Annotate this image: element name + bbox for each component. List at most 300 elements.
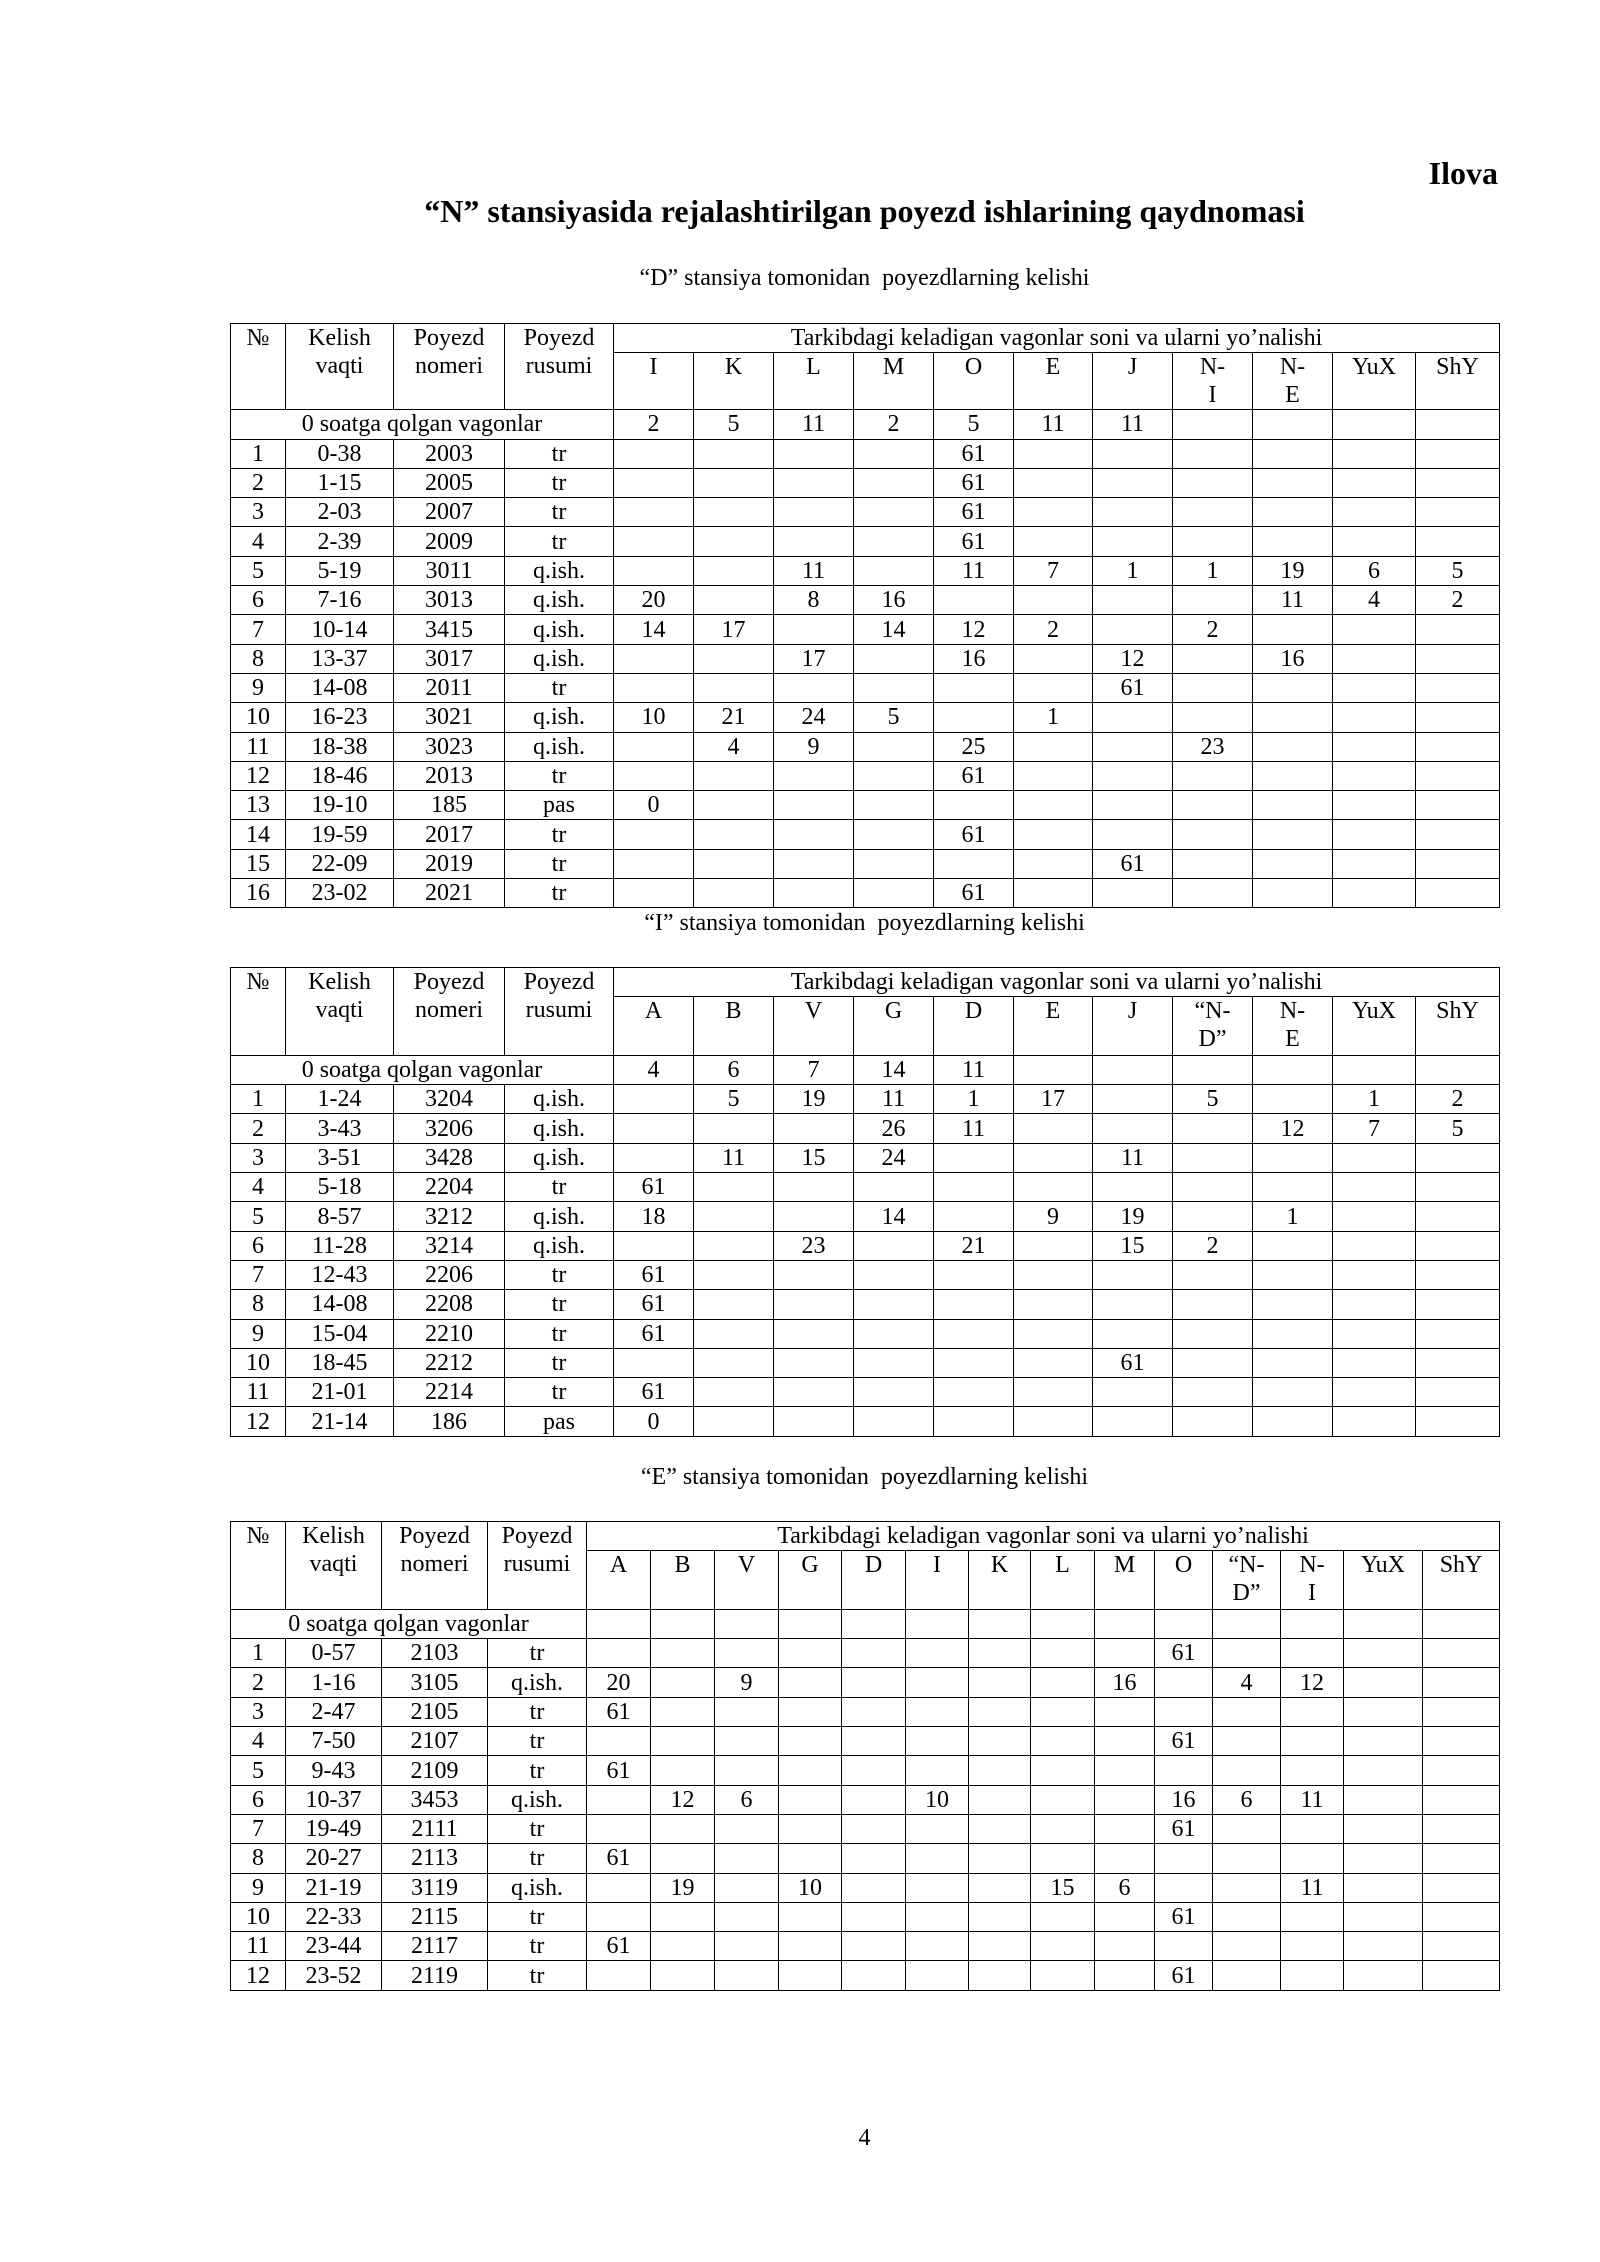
arrival-time: 13-37 [286,644,394,673]
wagon-count: 12 [1253,1114,1333,1143]
wagon-count [1031,1727,1095,1756]
wagon-count [1333,1173,1416,1202]
wagon-count [1093,1260,1173,1289]
wagon-count [1281,1756,1344,1785]
wagon-count [1014,1319,1093,1348]
wagon-count [1333,1231,1416,1260]
wagon-count: 5 [694,1085,774,1114]
carryover-count: 5 [694,410,774,439]
header-row [231,324,1500,353]
wagon-count [1333,498,1416,527]
train-number: 3212 [394,1202,505,1231]
train-type: tr [505,1319,614,1348]
wagon-count [651,1961,715,1990]
header-row [231,968,1500,997]
arrival-time: 19-10 [286,791,394,820]
train-row [231,586,1500,615]
wagon-count [934,673,1014,702]
carryover-count [1333,1055,1416,1084]
wagon-count: 12 [934,615,1014,644]
direction-header [651,1551,715,1610]
wagon-count: 11 [1093,1143,1173,1172]
wagon-count [842,1697,906,1726]
wagon-count [1253,1143,1333,1172]
wagon-count: 1 [1253,1202,1333,1231]
arrival-time: 14-08 [286,1290,394,1319]
wagon-count [1155,1668,1213,1697]
wagon-count [1253,703,1333,732]
direction-header [1333,997,1416,1056]
wagon-count [1014,849,1093,878]
wagon-count [1253,498,1333,527]
wagon-count [842,1785,906,1814]
train-row [231,1260,1500,1289]
wagon-count: 5 [854,703,934,732]
carryover-label: 0 soatga qolgan vagonlar [231,410,614,439]
wagon-count [842,1961,906,1990]
wagon-count [1253,849,1333,878]
wagon-count [1014,791,1093,820]
arrival-time: 10-14 [286,615,394,644]
wagon-count [1093,498,1173,527]
arrival-time: 7-16 [286,586,394,615]
wagon-count [614,1085,694,1114]
wagon-count [715,1639,779,1668]
row-number: 11 [231,1932,286,1961]
wagon-count: 11 [1281,1873,1344,1902]
row-number: 3 [231,1697,286,1726]
wagon-count [614,879,694,908]
table-body [231,324,1500,908]
wagon-count [1014,761,1093,790]
train-row [231,527,1500,556]
train-type-header [505,968,614,1056]
wagon-count [1253,820,1333,849]
wagon-count [969,1902,1031,1931]
wagon-count: 9 [715,1668,779,1697]
train-type: q.ish. [488,1785,587,1814]
wagon-count [1155,1844,1213,1873]
wagon-count [1416,1260,1500,1289]
wagon-count: 15 [1031,1873,1095,1902]
train-number: 2017 [394,820,505,849]
wagon-count [1416,1407,1500,1436]
wagon-count [1416,1202,1500,1231]
wagon-count [1253,1348,1333,1377]
wagon-count [1281,1902,1344,1931]
wagon-count [854,439,934,468]
wagon-count [1213,1873,1281,1902]
wagon-count [1253,1231,1333,1260]
arrival-time: 20-27 [286,1844,382,1873]
wagon-count [1344,1873,1423,1902]
wagon-count [1333,673,1416,702]
row-number: 7 [231,615,286,644]
train-number: 3105 [382,1668,488,1697]
wagon-count [854,1407,934,1436]
train-number: 186 [394,1407,505,1436]
direction-header [906,1551,969,1610]
train-type: q.ish. [505,732,614,761]
row-number: 12 [231,1961,286,1990]
train-row [231,556,1500,585]
arrival-time: 23-52 [286,1961,382,1990]
wagon-count [1093,1319,1173,1348]
wagon-count [1253,1319,1333,1348]
row-number: 7 [231,1814,286,1843]
wagon-count: 16 [1095,1668,1155,1697]
carryover-count [587,1609,651,1638]
wagon-count: 5 [1173,1085,1253,1114]
direction-header-label: J [1127,998,1138,1025]
direction-header-label: I [933,1552,941,1579]
wagon-count [1014,673,1093,702]
wagon-count: 61 [587,1844,651,1873]
carryover-count: 11 [774,410,854,439]
wagon-count [1095,1814,1155,1843]
train-type: q.ish. [488,1668,587,1697]
row-number: 11 [231,732,286,761]
train-number: 2107 [382,1727,488,1756]
wagon-count [651,1668,715,1697]
train-row [231,673,1500,702]
wagon-count [614,439,694,468]
arrival-time-header [286,324,394,410]
wagon-count [1423,1932,1500,1961]
wagon-count [715,1756,779,1785]
row-number: 9 [231,1873,286,1902]
direction-header-label: YuX [1351,354,1396,381]
train-type: q.ish. [505,1114,614,1143]
wagon-count [842,1814,906,1843]
wagon-count [1423,1756,1500,1785]
train-row [231,439,1500,468]
direction-header-label: D [964,998,983,1025]
wagon-count [1213,1639,1281,1668]
wagon-count: 11 [1281,1785,1344,1814]
wagon-count [614,761,694,790]
train-number: 2021 [394,879,505,908]
train-number: 2208 [394,1290,505,1319]
train-row [231,498,1500,527]
train-row [231,1202,1500,1231]
carryover-count: 5 [934,410,1014,439]
wagon-count [854,1231,934,1260]
train-type: tr [505,849,614,878]
wagon-count [774,1348,854,1377]
train-number: 2212 [394,1348,505,1377]
wagon-count: 2 [1014,615,1093,644]
direction-header-label: YuX [1351,998,1396,1025]
wagon-count [1014,732,1093,761]
direction-header [694,997,774,1056]
direction-header-label: M [882,354,905,381]
carryover-count [1423,1609,1500,1638]
direction-header-label: N-E [1279,354,1306,409]
wagon-count [854,761,934,790]
wagon-count [969,1668,1031,1697]
train-number: 3206 [394,1114,505,1143]
wagon-count [1173,498,1253,527]
wagon-count [1344,1814,1423,1843]
wagon-count [614,1114,694,1143]
wagon-count [1173,820,1253,849]
direction-header [1423,1551,1500,1610]
wagon-count [651,1932,715,1961]
train-number: 3453 [382,1785,488,1814]
wagon-count: 10 [614,703,694,732]
section-subtitle-d-station: “D” stansiya tomonidan poyezdlarning kelishi [639,265,1090,291]
train-type: q.ish. [505,1143,614,1172]
row-number: 1 [231,439,286,468]
wagon-count: 6 [715,1785,779,1814]
wagon-count: 14 [614,615,694,644]
direction-header [969,1551,1031,1610]
carryover-count: 7 [774,1055,854,1084]
train-number: 3011 [394,556,505,585]
wagon-count [1031,1932,1095,1961]
wagon-count [614,1231,694,1260]
train-type: q.ish. [505,586,614,615]
wagon-count: 61 [1093,849,1173,878]
wagon-count: 19 [774,1085,854,1114]
arrival-time: 22-33 [286,1902,382,1931]
direction-header-label: K [990,1552,1009,1579]
wagon-count [587,1639,651,1668]
train-row [231,761,1500,790]
direction-header [1014,353,1093,410]
wagon-count [715,1844,779,1873]
train-number: 2019 [394,849,505,878]
arrival-time-header [286,1522,382,1610]
row-number: 15 [231,849,286,878]
train-type: tr [505,439,614,468]
train-number: 3021 [394,703,505,732]
train-type: tr [488,1727,587,1756]
wagon-count [1155,1697,1213,1726]
wagon-count [694,1348,774,1377]
wagon-count [774,791,854,820]
wagon-count [1093,732,1173,761]
wagon-count [1173,439,1253,468]
direction-header [1173,997,1253,1056]
wagon-count [1173,1290,1253,1319]
arrival-time: 23-02 [286,879,394,908]
row-number: 9 [231,673,286,702]
wagon-count [779,1785,842,1814]
wagon-count: 61 [614,1290,694,1319]
wagon-count [854,879,934,908]
wagon-count: 10 [906,1785,969,1814]
wagon-count: 61 [934,879,1014,908]
wagon-count [842,1902,906,1931]
train-type: q.ish. [505,1231,614,1260]
wagon-count: 1 [1014,703,1093,732]
train-type: tr [488,1639,587,1668]
wagon-count [854,849,934,878]
wagon-count [1093,1173,1173,1202]
train-row [231,820,1500,849]
wagon-count [1173,527,1253,556]
train-number-header [394,968,505,1056]
wagon-count: 2 [1173,1231,1253,1260]
direction-header [774,353,854,410]
wagon-count [1416,439,1500,468]
wagon-count [1173,1173,1253,1202]
direction-header-label: J [1127,354,1138,381]
train-number: 3415 [394,615,505,644]
wagon-count [1281,1844,1344,1873]
wagon-count: 1 [1333,1085,1416,1114]
wagon-count: 18 [614,1202,694,1231]
wagon-count: 20 [587,1668,651,1697]
train-row [231,1697,1500,1726]
train-row [231,1085,1500,1114]
train-number: 2003 [394,439,505,468]
train-row [231,703,1500,732]
wagon-count [1155,1873,1213,1902]
arrival-time: 0-38 [286,439,394,468]
carryover-row [231,1609,1500,1638]
wagon-count [694,1378,774,1407]
wagon-count: 7 [1014,556,1093,585]
direction-header-label: V [737,1552,756,1579]
wagon-count: 61 [614,1173,694,1202]
wagon-count [1344,1639,1423,1668]
wagon-count [774,761,854,790]
direction-header-label: O [964,354,983,381]
wagon-count [651,1756,715,1785]
wagon-count [1281,1961,1344,1990]
wagon-count [779,1961,842,1990]
carryover-count [1281,1609,1344,1638]
train-number: 2206 [394,1260,505,1289]
wagon-count [1416,527,1500,556]
wagon-count: 2 [1173,615,1253,644]
wagon-count [1333,1348,1416,1377]
direction-header-label: L [1055,1552,1070,1579]
wagon-count [1344,1844,1423,1873]
wagon-count [854,644,934,673]
wagon-count [1333,1143,1416,1172]
carryover-count [906,1609,969,1638]
wagon-count [774,468,854,497]
arrival-time: 2-47 [286,1697,382,1726]
wagon-count [1344,1697,1423,1726]
wagon-count [906,1932,969,1961]
wagon-count [969,1844,1031,1873]
carryover-count: 14 [854,1055,934,1084]
train-number: 2113 [382,1844,488,1873]
wagon-count [1213,1932,1281,1961]
wagon-count: 61 [587,1756,651,1785]
carryover-count: 6 [694,1055,774,1084]
train-type: q.ish. [505,1085,614,1114]
wagon-count [1031,1844,1095,1873]
wagon-count [614,673,694,702]
wagon-count [694,1173,774,1202]
carryover-count [651,1609,715,1638]
direction-header-label: M [1113,1552,1136,1579]
train-row [231,1727,1500,1756]
wagon-count: 17 [694,615,774,644]
wagon-count [651,1844,715,1873]
train-row [231,1348,1500,1377]
wagon-count [1333,1290,1416,1319]
wagon-count [1213,1902,1281,1931]
carryover-count [1095,1609,1155,1638]
train-row [231,1143,1500,1172]
wagon-count [1173,1319,1253,1348]
wagon-count [1093,468,1173,497]
carryover-count: 2 [854,410,934,439]
wagon-count [1173,1348,1253,1377]
wagon-count [1014,1260,1093,1289]
wagon-count [1416,732,1500,761]
direction-header-label: D [864,1552,883,1579]
wagon-count: 61 [934,498,1014,527]
train-number: 2009 [394,527,505,556]
train-row [231,1814,1500,1843]
wagon-count [1014,879,1093,908]
direction-header [1155,1551,1213,1610]
direction-header [715,1551,779,1610]
wagon-count: 61 [1093,673,1173,702]
wagon-count [1095,1932,1155,1961]
arrival-time-header-label: Kelish vaqti [308,325,371,379]
wagon-count [1014,1114,1093,1143]
wagon-count [694,556,774,585]
direction-header [614,353,694,410]
wagon-count [934,1348,1014,1377]
train-row [231,1902,1500,1931]
wagon-count [779,1639,842,1668]
arrival-time: 2-39 [286,527,394,556]
wagon-count [1416,1348,1500,1377]
wagon-count: 4 [694,732,774,761]
arrivals-table-d-station [230,323,1500,908]
wagon-count [1333,879,1416,908]
train-row [231,644,1500,673]
wagon-count [774,879,854,908]
wagon-count [1093,1407,1173,1436]
train-type: tr [488,1961,587,1990]
row-number: 12 [231,1407,286,1436]
train-type: pas [505,791,614,820]
train-number: 2013 [394,761,505,790]
wagon-count [1333,1407,1416,1436]
wagon-count [969,1814,1031,1843]
wagon-count [694,820,774,849]
direction-header [1014,997,1093,1056]
wagon-count: 61 [1155,1727,1213,1756]
train-number: 3214 [394,1231,505,1260]
carryover-count [1173,410,1253,439]
train-type: tr [505,468,614,497]
train-row [231,1873,1500,1902]
wagon-count: 21 [934,1231,1014,1260]
direction-header [694,353,774,410]
wagon-count [1173,849,1253,878]
arrival-time: 16-23 [286,703,394,732]
wagon-count [1253,1173,1333,1202]
row-number: 4 [231,1173,286,1202]
section-subtitle-e-station: “E” stansiya tomonidan poyezdlarning kelishi [640,1464,1089,1490]
wagon-count [774,673,854,702]
arrival-time: 12-43 [286,1260,394,1289]
wagon-count [1093,1378,1173,1407]
train-type: tr [505,1378,614,1407]
